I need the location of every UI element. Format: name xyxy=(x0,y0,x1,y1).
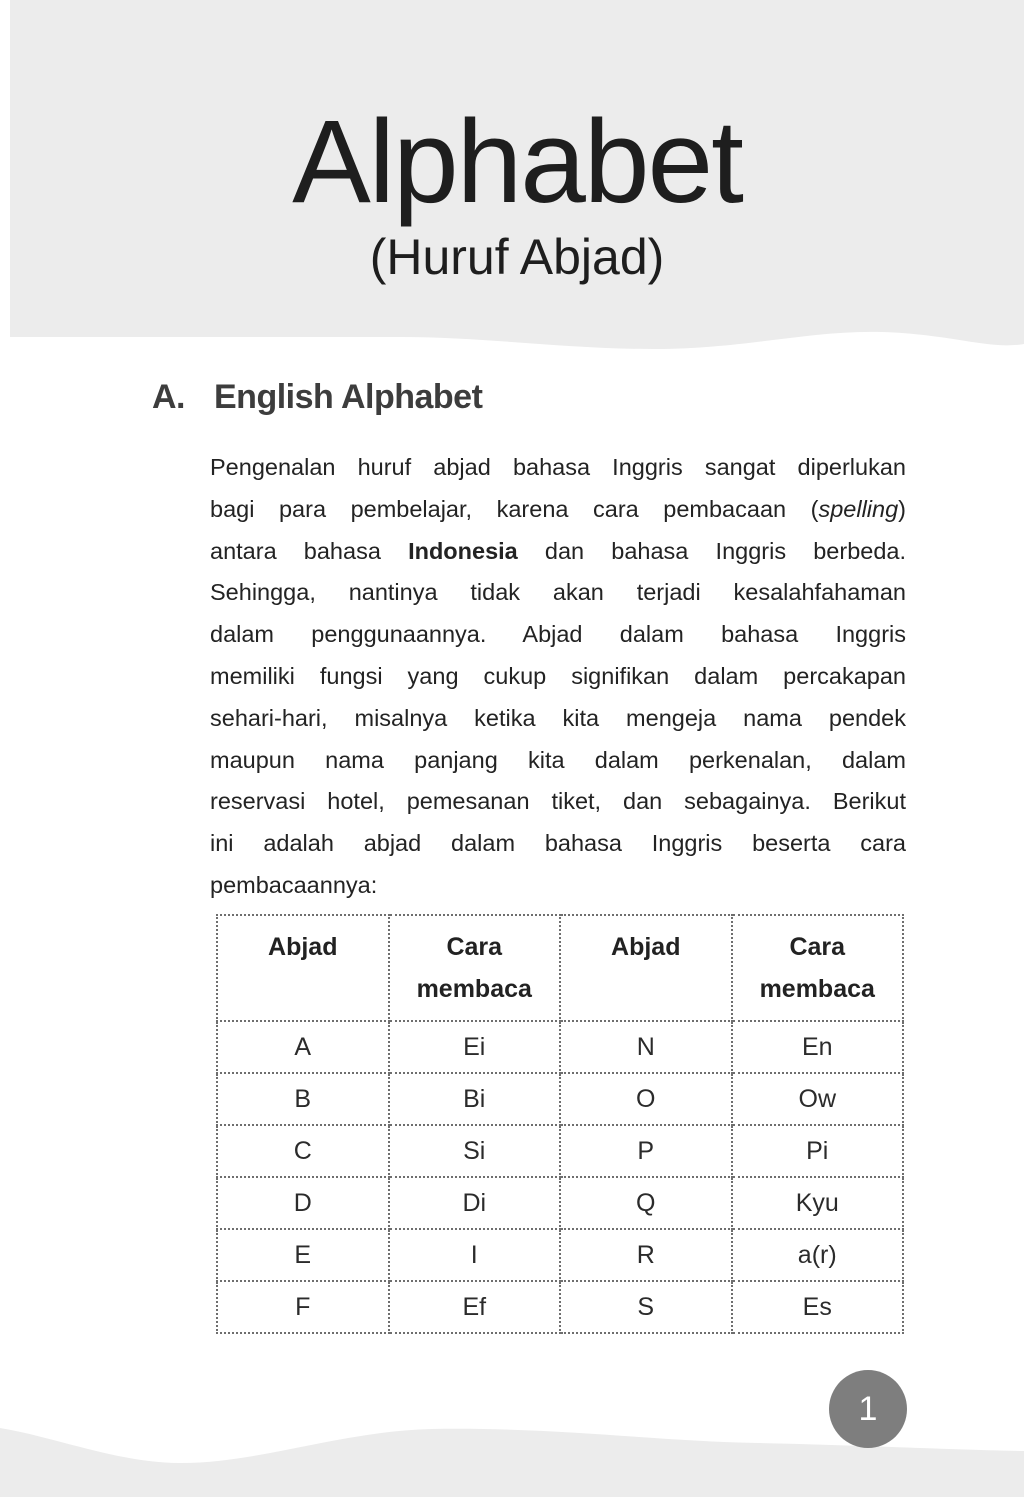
paragraph-line xyxy=(210,447,906,489)
table-cell: En xyxy=(732,1021,904,1073)
paragraph-text: pembacaannya: xyxy=(210,871,378,898)
intro-paragraph xyxy=(210,447,906,907)
table-header-row xyxy=(217,915,903,1021)
paragraph-text: maupun nama panjang kita dalam perkenalan, dalam xyxy=(210,746,906,773)
paragraph-line xyxy=(210,614,906,656)
table-cell: Bi xyxy=(389,1073,561,1125)
section-number: A. xyxy=(152,378,185,416)
table-cell: Ef xyxy=(389,1281,561,1333)
table-cell: Q xyxy=(560,1177,732,1229)
paragraph-text: dalam penggunaannya. Abjad dalam bahasa Inggris xyxy=(210,621,906,648)
paragraph-line xyxy=(210,698,906,740)
table-cell: Ei xyxy=(389,1021,561,1073)
paragraph-line xyxy=(210,572,906,614)
paragraph-text: spelling xyxy=(818,495,899,522)
table-row xyxy=(217,1125,903,1177)
page-subtitle: (Huruf Abjad) xyxy=(369,229,665,286)
page-header xyxy=(10,0,1024,285)
alphabet-table xyxy=(216,914,904,1334)
paragraph-text: ini adalah abjad dalam bahasa Inggris beserta cara xyxy=(210,830,906,857)
section-heading xyxy=(152,378,912,417)
table-cell: Ow xyxy=(732,1073,904,1125)
table-cell: E xyxy=(217,1229,389,1281)
column-header: Abjad xyxy=(560,915,732,1021)
table-cell: F xyxy=(217,1281,389,1333)
table-cell: Di xyxy=(389,1177,561,1229)
paragraph-text: Pengenalan huruf abjad bahasa Inggris sangat diperlukan xyxy=(210,454,906,480)
table-cell: D xyxy=(217,1177,389,1229)
paragraph-text: reservasi hotel, pemesanan tiket, dan sebagainya. Berikut xyxy=(210,788,906,815)
paragraph-line xyxy=(210,656,906,698)
paragraph-line xyxy=(210,489,906,531)
paragraph-text: ) xyxy=(898,495,906,522)
paragraph-line xyxy=(210,865,906,907)
table-row xyxy=(217,1281,903,1333)
table-cell: Pi xyxy=(732,1125,904,1177)
table-cell: Kyu xyxy=(732,1177,904,1229)
column-header: Abjad xyxy=(217,915,389,1021)
table-cell: C xyxy=(217,1125,389,1177)
table-row xyxy=(217,1073,903,1125)
paragraph-text: Indonesia xyxy=(408,537,518,564)
column-header: Cara membaca xyxy=(389,915,561,1021)
table-cell: Es xyxy=(732,1281,904,1333)
table-cell: S xyxy=(560,1281,732,1333)
table-cell: a(r) xyxy=(732,1229,904,1281)
table-row xyxy=(217,1021,903,1073)
alphabet-table-head xyxy=(217,915,903,1021)
table-cell: R xyxy=(560,1229,732,1281)
paragraph-line xyxy=(210,781,906,823)
table-cell: I xyxy=(389,1229,561,1281)
table-row xyxy=(217,1177,903,1229)
page-number: 1 xyxy=(858,1389,878,1428)
table-cell: Si xyxy=(389,1125,561,1177)
paragraph-line xyxy=(210,823,906,865)
section-title: English Alphabet xyxy=(214,378,483,416)
table-cell: A xyxy=(217,1021,389,1073)
column-header: Cara membaca xyxy=(732,915,904,1021)
alphabet-table-body xyxy=(217,1021,903,1333)
table-cell: N xyxy=(560,1021,732,1073)
table-cell: B xyxy=(217,1073,389,1125)
paragraph-text: Sehingga, nantinya tidak akan terjadi kesalahfahaman xyxy=(210,579,906,606)
paragraph-text: antara bahasa xyxy=(210,537,409,564)
paragraph-text: memiliki fungsi yang cukup signifikan dalam percakapan xyxy=(210,662,906,689)
paragraph-text: sehari-hari, misalnya ketika kita mengeja nama pendek xyxy=(210,704,906,731)
page-title: Alphabet xyxy=(292,96,742,228)
table-cell: P xyxy=(560,1125,732,1177)
paragraph-text: bagi para pembelajar, karena cara pembacaan ( xyxy=(210,495,819,522)
table-row xyxy=(217,1229,903,1281)
paragraph-text: dan bahasa Inggris berbeda. xyxy=(517,537,906,564)
paragraph-line xyxy=(210,740,906,782)
page-number-badge xyxy=(829,1370,907,1448)
table-cell: O xyxy=(560,1073,732,1125)
paragraph-line xyxy=(210,531,906,573)
